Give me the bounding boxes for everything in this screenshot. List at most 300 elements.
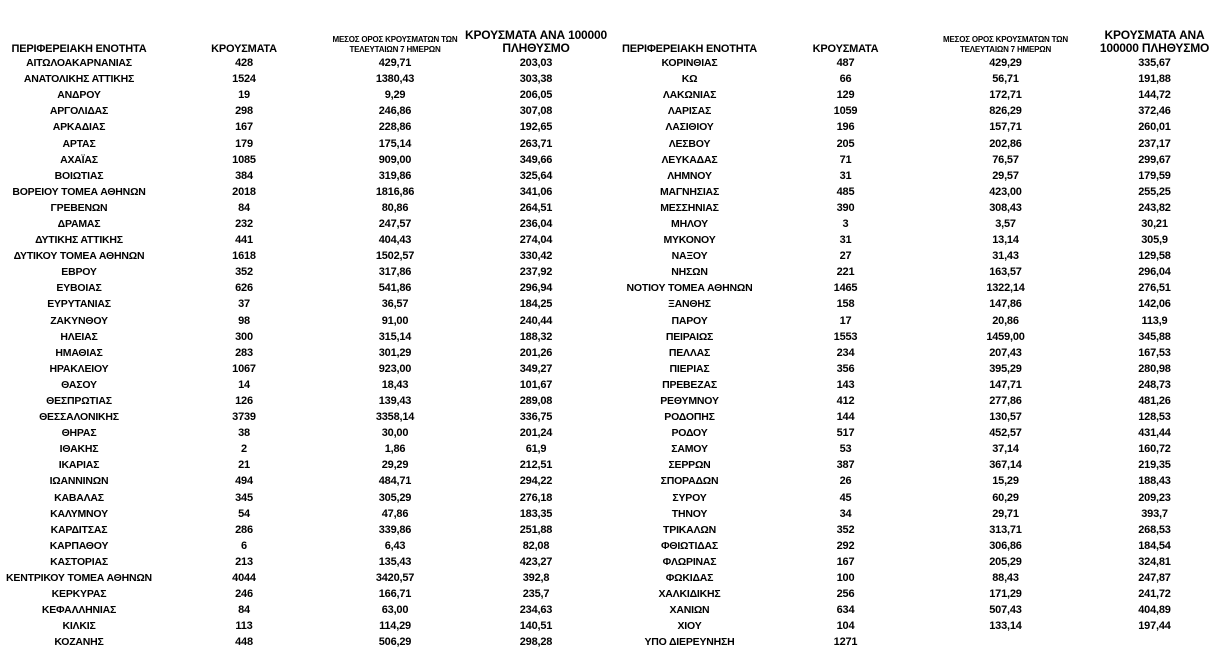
table-row — [612, 425, 1222, 441]
per100k-cell: 192,65 — [519, 121, 553, 134]
region-cell: ΑΝΔΡΟΥ — [57, 89, 101, 102]
avg7-cell: 29,57 — [992, 169, 1019, 182]
avg7-cell: 56,71 — [992, 73, 1019, 86]
per100k-cell: 197,44 — [1138, 620, 1171, 633]
region-cell: ΛΑΣΙΘΙΟΥ — [665, 121, 714, 134]
per100k-cell: 128,53 — [1138, 411, 1171, 424]
table-row — [0, 634, 612, 650]
table-row — [612, 377, 1222, 393]
table-row — [612, 393, 1222, 409]
table-row — [0, 280, 612, 296]
table-row — [612, 490, 1222, 506]
avg7-cell: 507,43 — [989, 604, 1022, 617]
table-row — [0, 71, 612, 87]
per100k-cell: 237,92 — [519, 266, 553, 279]
cases-cell: 283 — [235, 346, 253, 359]
avg7-cell: 909,00 — [378, 153, 412, 166]
per100k-cell: 294,22 — [519, 475, 553, 488]
cases-cell: 2 — [241, 443, 247, 456]
cases-cell: 21 — [238, 459, 250, 472]
cases-cell: 256 — [836, 588, 855, 601]
region-cell: ΒΟΡΕΙΟΥ ΤΟΜΕΑ ΑΘΗΝΩΝ — [12, 185, 146, 198]
cases-cell: 84 — [238, 201, 250, 214]
avg7-cell: 429,71 — [378, 57, 412, 70]
cases-cell: 412 — [836, 395, 855, 408]
cases-cell: 448 — [235, 636, 253, 649]
avg7-cell: 207,43 — [989, 346, 1022, 359]
avg7-cell: 404,43 — [378, 234, 412, 247]
region-cell: ΠΕΛΛΑΣ — [668, 346, 711, 359]
avg7-cell: 175,14 — [378, 137, 412, 150]
avg7-cell: 305,29 — [378, 491, 412, 504]
cases-cell: 100 — [836, 572, 855, 585]
cases-cell: 31 — [839, 169, 852, 182]
avg7-cell: 317,86 — [378, 266, 412, 279]
table-row — [612, 152, 1222, 168]
per100k-cell: 212,51 — [519, 459, 553, 472]
region-cell: ΦΩΚΙΔΑΣ — [665, 572, 714, 585]
region-cell: ΤΡΙΚΑΛΩΝ — [663, 523, 716, 536]
table-row — [0, 216, 612, 232]
right-cases-table — [612, 27, 1222, 650]
table-row — [0, 570, 612, 586]
cases-cell: 234 — [836, 346, 855, 359]
region-cell: ΛΕΣΒΟΥ — [668, 137, 711, 150]
cases-cell: 441 — [235, 234, 253, 247]
table-row — [612, 296, 1222, 312]
header-avg7: ΜΕΣΟΣ ΟΡΟΣ ΚΡΟΥΣΜΑΤΩΝ ΤΩΝ ΤΕΛΕΥΤΑΙΩΝ 7 ΗΜΕΡΩΝ — [332, 35, 458, 54]
avg7-cell: 6,43 — [384, 539, 406, 552]
table-row — [0, 248, 612, 264]
left-table-body — [0, 55, 612, 650]
right-table-body — [612, 55, 1222, 650]
region-cell: ΧΑΝΙΩΝ — [669, 604, 710, 617]
per100k-cell: 234,63 — [519, 604, 553, 617]
header-avg7: ΜΕΣΟΣ ΟΡΟΣ ΚΡΟΥΣΜΑΤΩΝ ΤΩΝ ΤΕΛΕΥΤΑΙΩΝ 7 ΗΜΕΡΩΝ — [943, 35, 1068, 54]
table-row — [0, 490, 612, 506]
cases-cell: 53 — [839, 443, 852, 456]
table-row — [0, 522, 612, 538]
avg7-cell: 88,43 — [992, 572, 1019, 585]
avg7-cell: 429,29 — [989, 57, 1022, 70]
cases-cell: 298 — [235, 105, 253, 118]
avg7-cell: 923,00 — [378, 362, 412, 375]
per100k-cell: 30,21 — [1141, 217, 1168, 230]
per100k-cell: 113,9 — [1141, 314, 1168, 327]
avg7-cell: 313,71 — [989, 523, 1022, 536]
region-cell: ΚΑΡΠΑΘΟΥ — [49, 539, 109, 552]
per100k-cell: 305,9 — [1141, 234, 1168, 247]
per100k-cell: 188,43 — [1138, 475, 1171, 488]
cases-cell: 143 — [836, 378, 855, 391]
region-cell: ΑΝΑΤΟΛΙΚΗΣ ΑΤΤΙΚΗΣ — [23, 73, 135, 86]
per100k-cell: 144,72 — [1138, 89, 1171, 102]
per100k-cell: 241,72 — [1138, 588, 1171, 601]
avg7-cell: 395,29 — [989, 362, 1022, 375]
table-row — [612, 634, 1222, 650]
region-cell: ΙΘΑΚΗΣ — [59, 443, 99, 456]
table-row — [0, 457, 612, 473]
region-cell: ΚΩ — [681, 73, 698, 86]
table-row — [0, 441, 612, 457]
cases-cell: 38 — [238, 427, 250, 440]
avg7-cell: 91,00 — [381, 314, 409, 327]
cases-cell: 634 — [836, 604, 855, 617]
per100k-cell: 393,7 — [1141, 507, 1168, 520]
region-cell: ΧΑΛΚΙΔΙΚΗΣ — [658, 588, 721, 601]
table-row — [612, 248, 1222, 264]
cases-cell: 1059 — [833, 105, 858, 118]
cases-cell: 179 — [235, 137, 253, 150]
cases-cell: 6 — [241, 539, 247, 552]
table-row — [612, 87, 1222, 103]
per100k-cell: 423,27 — [519, 555, 553, 568]
region-cell: ΡΟΔΟΠΗΣ — [664, 411, 715, 424]
per100k-cell: 276,18 — [519, 491, 553, 504]
table-row — [0, 393, 612, 409]
table-row — [612, 216, 1222, 232]
per100k-cell: 82,08 — [522, 539, 550, 552]
region-cell: ΕΥΒΟΙΑΣ — [56, 282, 102, 295]
region-cell: ΚΕΡΚΥΡΑΣ — [51, 588, 107, 601]
avg7-cell: 166,71 — [378, 588, 412, 601]
table-row — [0, 184, 612, 200]
avg7-cell: 47,86 — [381, 507, 409, 520]
table-row — [0, 200, 612, 216]
avg7-cell: 319,86 — [378, 169, 412, 182]
per100k-cell: 276,51 — [1138, 282, 1171, 295]
per100k-cell: 219,35 — [1138, 459, 1171, 472]
per100k-cell: 160,72 — [1138, 443, 1171, 456]
cases-cell: 1271 — [833, 636, 858, 649]
table-row — [612, 313, 1222, 329]
per100k-cell: 142,06 — [1138, 298, 1171, 311]
per100k-cell: 247,87 — [1138, 572, 1171, 585]
cases-cell: 345 — [235, 491, 253, 504]
region-cell: ΠΙΕΡΙΑΣ — [669, 362, 710, 375]
cases-cell: 387 — [836, 459, 855, 472]
region-cell: ΠΕΙΡΑΙΩΣ — [665, 330, 714, 343]
region-cell: ΚΑΡΔΙΤΣΑΣ — [50, 523, 108, 536]
region-cell: ΗΛΕΙΑΣ — [60, 330, 98, 343]
per100k-cell: 101,67 — [519, 378, 553, 391]
cases-cell: 126 — [235, 395, 253, 408]
table-row — [0, 87, 612, 103]
avg7-cell: 1322,14 — [986, 282, 1025, 295]
cases-cell: 144 — [836, 411, 855, 424]
table-row — [0, 377, 612, 393]
region-cell: ΝΗΣΩΝ — [671, 266, 708, 279]
avg7-cell: 246,86 — [378, 105, 412, 118]
per100k-cell: 330,42 — [519, 250, 553, 263]
cases-cell: 352 — [235, 266, 253, 279]
region-cell: ΠΑΡΟΥ — [671, 314, 708, 327]
region-cell: ΔΥΤΙΚΟΥ ΤΟΜΕΑ ΑΘΗΝΩΝ — [13, 250, 145, 263]
avg7-cell: 133,14 — [989, 620, 1022, 633]
region-cell: ΘΑΣΟΥ — [61, 378, 97, 391]
table-row — [0, 345, 612, 361]
cases-cell: 3739 — [232, 411, 256, 424]
table-row — [612, 55, 1222, 71]
region-cell: ΦΘΙΩΤΙΔΑΣ — [660, 539, 719, 552]
table-row — [612, 409, 1222, 425]
avg7-cell: 130,57 — [989, 411, 1022, 424]
table-row — [0, 409, 612, 425]
region-cell: ΗΡΑΚΛΕΙΟΥ — [49, 362, 109, 375]
cases-cell: 34 — [839, 507, 852, 520]
avg7-cell: 114,29 — [379, 620, 411, 633]
region-cell: ΠΡΕΒΕΖΑΣ — [662, 378, 717, 391]
per100k-cell: 296,04 — [1138, 266, 1171, 279]
per100k-cell: 61,9 — [525, 443, 547, 456]
per100k-cell: 236,04 — [519, 217, 553, 230]
per100k-cell: 481,26 — [1138, 395, 1171, 408]
per100k-cell — [1087, 634, 1222, 650]
avg7-cell: 147,71 — [989, 378, 1022, 391]
per100k-cell: 201,26 — [519, 346, 553, 359]
cases-cell: 71 — [839, 153, 852, 166]
per100k-cell: 263,71 — [519, 137, 553, 150]
avg7-cell: 172,71 — [989, 89, 1022, 102]
avg7-cell: 1380,43 — [375, 73, 415, 86]
table-row — [0, 602, 612, 618]
table-row — [612, 329, 1222, 345]
region-cell: ΧΙΟΥ — [677, 620, 702, 633]
table-row — [612, 473, 1222, 489]
cases-cell: 98 — [238, 314, 250, 327]
avg7-cell: 367,14 — [989, 459, 1022, 472]
avg7-cell: 3,57 — [995, 217, 1016, 230]
per100k-cell: 349,66 — [519, 153, 553, 166]
table-row — [612, 538, 1222, 554]
header-cases: ΚΡΟΥΣΜΑΤΑ — [812, 43, 879, 55]
region-cell: ΥΠΟ ΔΙΕΡΕΥΝΗΣΗ — [644, 636, 735, 649]
table-row — [612, 103, 1222, 119]
cases-cell: 14 — [238, 378, 250, 391]
region-cell: ΡΟΔΟΥ — [671, 427, 708, 440]
region-cell: ΝΟΤΙΟΥ ΤΟΜΕΑ ΑΘΗΝΩΝ — [626, 282, 753, 295]
region-cell: ΞΑΝΘΗΣ — [668, 298, 711, 311]
cases-cell: 26 — [839, 475, 852, 488]
region-cell: ΜΥΚΟΝΟΥ — [663, 234, 716, 247]
table-row — [0, 168, 612, 184]
region-cell: ΗΜΑΘΙΑΣ — [55, 346, 103, 359]
avg7-cell: 301,29 — [378, 346, 412, 359]
cases-cell: 84 — [238, 604, 250, 617]
table-row — [612, 618, 1222, 634]
cases-cell: 158 — [836, 298, 855, 311]
cases-cell: 167 — [235, 121, 253, 134]
cases-cell: 352 — [836, 523, 855, 536]
table-row — [0, 264, 612, 280]
table-row — [612, 522, 1222, 538]
cases-cell: 1085 — [232, 153, 256, 166]
table-row — [0, 152, 612, 168]
avg7-cell: 826,29 — [989, 105, 1022, 118]
table-row — [612, 345, 1222, 361]
table-row — [612, 71, 1222, 87]
cases-cell: 221 — [836, 266, 855, 279]
cases-cell: 1618 — [232, 250, 256, 263]
per100k-cell: 129,58 — [1138, 250, 1171, 263]
avg7-cell: 1,86 — [384, 443, 406, 456]
cases-cell: 517 — [836, 427, 855, 440]
header-per100k: ΚΡΟΥΣΜΑΤΑ ΑΝΑ 100000 ΠΛΗΘΥΣΜΟ — [1099, 28, 1210, 55]
cases-cell: 487 — [836, 57, 855, 70]
table-row — [0, 119, 612, 135]
table-row — [612, 570, 1222, 586]
per100k-cell: 303,38 — [519, 73, 553, 86]
header-region: ΠΕΡΙΦΕΡΕΙΑΚΗ ΕΝΟΤΗΤΑ — [621, 43, 757, 55]
table-row — [0, 554, 612, 570]
per100k-cell: 183,35 — [519, 507, 553, 520]
region-cell: ΛΑΚΩΝΙΑΣ — [662, 89, 717, 102]
avg7-cell: 315,14 — [378, 330, 412, 343]
header-region: ΠΕΡΙΦΕΡΕΙΑΚΗ ΕΝΟΤΗΤΑ — [11, 43, 147, 55]
per100k-cell: 235,7 — [522, 588, 550, 601]
avg7-cell: 308,43 — [989, 201, 1022, 214]
region-cell: ΒΟΙΩΤΙΑΣ — [54, 169, 104, 182]
per100k-cell: 268,53 — [1138, 523, 1171, 536]
per100k-cell: 206,05 — [519, 89, 553, 102]
table-row — [0, 103, 612, 119]
region-cell: ΣΥΡΟΥ — [672, 491, 707, 504]
cases-cell: 485 — [836, 185, 855, 198]
avg7-cell: 37,14 — [992, 443, 1019, 456]
cases-cell: 626 — [235, 282, 253, 295]
region-cell: ΙΚΑΡΙΑΣ — [58, 459, 100, 472]
cases-cell: 19 — [238, 89, 250, 102]
table-row — [0, 425, 612, 441]
table-row — [612, 119, 1222, 135]
per100k-cell: 298,28 — [519, 636, 553, 649]
table-row — [0, 55, 612, 71]
avg7-cell: 36,57 — [381, 298, 409, 311]
region-cell: ΚΙΛΚΙΣ — [62, 620, 96, 633]
avg7-cell: 306,86 — [989, 539, 1022, 552]
per100k-cell: 392,8 — [522, 572, 550, 585]
cases-cell: 428 — [235, 57, 253, 70]
per100k-cell: 307,08 — [519, 105, 553, 118]
cases-cell: 54 — [238, 507, 250, 520]
avg7-cell: 63,00 — [381, 604, 409, 617]
avg7-cell: 506,29 — [378, 636, 412, 649]
avg7-cell: 139,43 — [378, 395, 412, 408]
table-row — [612, 586, 1222, 602]
per100k-cell: 209,23 — [1138, 491, 1171, 504]
region-cell: ΘΕΣΠΡΩΤΙΑΣ — [46, 395, 112, 408]
region-cell: ΔΥΤΙΚΗΣ ΑΤΤΙΚΗΣ — [35, 234, 123, 247]
cases-cell: 232 — [235, 217, 253, 230]
per100k-cell: 296,94 — [519, 282, 553, 295]
cases-cell: 196 — [836, 121, 855, 134]
table-row — [612, 457, 1222, 473]
per100k-cell: 324,81 — [1138, 555, 1171, 568]
avg7-cell: 277,86 — [989, 395, 1022, 408]
per100k-cell: 251,88 — [519, 523, 553, 536]
avg7-cell: 1459,00 — [986, 330, 1025, 343]
region-cell: ΜΑΓΝΗΣΙΑΣ — [659, 185, 720, 198]
per100k-cell: 191,88 — [1138, 73, 1171, 86]
region-cell: ΚΕΝΤΡΙΚΟΥ ΤΟΜΕΑ ΑΘΗΝΩΝ — [6, 572, 152, 585]
table-row — [0, 135, 612, 151]
cases-cell: 3 — [842, 217, 849, 230]
per100k-cell: 264,51 — [519, 201, 553, 214]
right-header-row — [612, 27, 1222, 55]
cases-cell: 27 — [839, 250, 852, 263]
region-cell: ΛΕΥΚΑΔΑΣ — [661, 153, 718, 166]
avg7-cell: 205,29 — [989, 555, 1022, 568]
per100k-cell: 404,89 — [1138, 604, 1171, 617]
table-row — [0, 313, 612, 329]
cases-cell: 1465 — [833, 282, 858, 295]
table-row — [0, 506, 612, 522]
region-cell: ΑΡΤΑΣ — [62, 137, 96, 150]
region-cell: ΛΗΜΝΟΥ — [667, 169, 712, 182]
avg7-cell: 1502,57 — [375, 250, 415, 263]
region-cell: ΕΥΡΥΤΑΝΙΑΣ — [47, 298, 111, 311]
cases-cell: 4044 — [232, 572, 256, 585]
region-cell: ΔΡΑΜΑΣ — [57, 217, 101, 230]
per100k-cell: 188,32 — [519, 330, 553, 343]
left-cases-table — [0, 27, 612, 650]
cases-cell: 246 — [235, 588, 253, 601]
cases-cell: 104 — [836, 620, 855, 633]
table-row — [612, 135, 1222, 151]
table-row — [0, 473, 612, 489]
table-row — [0, 618, 612, 634]
avg7-cell: 15,29 — [992, 475, 1019, 488]
region-cell: ΑΙΤΩΛΟΑΚΑΡΝΑΝΙΑΣ — [26, 57, 132, 70]
table-row — [612, 168, 1222, 184]
per100k-cell: 243,82 — [1138, 201, 1171, 214]
table-row — [612, 264, 1222, 280]
region-cell: ΜΗΛΟΥ — [671, 217, 708, 230]
avg7-cell: 20,86 — [992, 314, 1019, 327]
per100k-cell: 203,03 — [519, 57, 553, 70]
cases-cell: 31 — [839, 234, 852, 247]
per100k-cell: 184,25 — [519, 298, 553, 311]
cases-cell: 17 — [839, 314, 852, 327]
region-cell: ΑΧΑΪΑΣ — [60, 153, 98, 166]
region-cell: ΦΛΩΡΙΝΑΣ — [662, 555, 717, 568]
region-cell: ΘΕΣΣΑΛΟΝΙΚΗΣ — [39, 411, 119, 424]
per100k-cell: 201,24 — [519, 427, 553, 440]
header-per100k: ΚΡΟΥΣΜΑΤΑ ΑΝΑ 100000 ΠΛΗΘΥΣΜΟ — [465, 28, 607, 55]
avg7-cell: 80,86 — [381, 201, 409, 214]
per100k-cell: 255,25 — [1138, 185, 1171, 198]
per100k-cell: 140,51 — [519, 620, 553, 633]
avg7-cell: 484,71 — [378, 475, 412, 488]
per100k-cell: 237,17 — [1138, 137, 1171, 150]
region-cell: ΓΡΕΒΕΝΩΝ — [50, 201, 108, 214]
avg7-cell: 3420,57 — [375, 572, 415, 585]
region-cell: ΣΠΟΡΑΔΩΝ — [660, 475, 719, 488]
table-row — [0, 329, 612, 345]
region-cell: ΚΕΦΑΛΛΗΝΙΑΣ — [41, 604, 117, 617]
per100k-cell: 345,88 — [1138, 330, 1171, 343]
avg7-cell: 18,43 — [381, 378, 409, 391]
cases-cell: 292 — [836, 539, 855, 552]
per100k-cell: 260,01 — [1138, 121, 1171, 134]
avg7-cell: 3358,14 — [375, 411, 415, 424]
cases-cell: 300 — [235, 330, 253, 343]
per100k-cell: 325,64 — [519, 169, 553, 182]
avg7-cell: 13,14 — [992, 234, 1019, 247]
region-cell: ΜΕΣΣΗΝΙΑΣ — [660, 201, 719, 214]
avg7-cell: 202,86 — [989, 137, 1022, 150]
region-cell: ΙΩΑΝΝΙΝΩΝ — [49, 475, 109, 488]
